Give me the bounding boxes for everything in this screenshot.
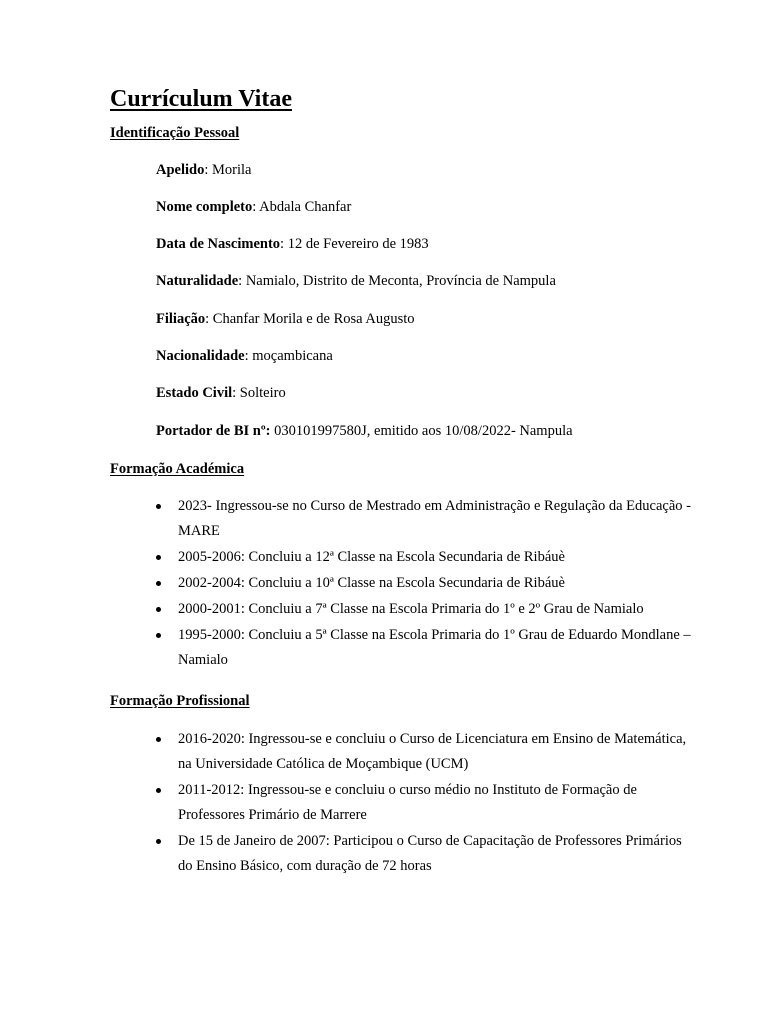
list-item: 2000-2001: Concluiu a 7ª Classe na Escola Primaria do 1º e 2º Grau de Namialo	[156, 597, 696, 622]
list-item: 2016-2020: Ingressou-se e concluiu o Curso de Licenciatura em Ensino de Matemática, na Universidade Católica de Moçambique (UCM)	[156, 727, 696, 777]
bullet-icon	[156, 737, 161, 742]
field-nacionalidade: Nacionalidade: moçambicana	[156, 348, 333, 364]
list-item: 2005-2006: Concluiu a 12ª Classe na Escola Secundaria de Ribáuè	[156, 545, 696, 570]
formacao-profissional-list	[156, 727, 696, 880]
field-portador-bi	[156, 422, 573, 440]
field-value: Chanfar Morila e de Rosa Augusto	[212, 311, 415, 327]
field-label: Apelido	[156, 162, 205, 178]
field-estado-civil: Estado Civil: Solteiro	[156, 385, 286, 401]
field-value: 12 de Fevereiro de 1983	[287, 236, 429, 252]
field-label: Nacionalidade	[156, 348, 245, 364]
field-label: Estado Civil	[156, 385, 233, 401]
field-value: Morila	[212, 162, 252, 178]
field-naturalidade: Naturalidade: Namialo, Distrito de Meconta, Província de Nampula	[156, 273, 556, 289]
field-value: Abdala Chanfar	[259, 199, 352, 215]
bullet-icon	[156, 504, 161, 509]
list-item: 1995-2000: Concluiu a 5ª Classe na Escola Primaria do 1º Grau de Eduardo Mondlane – Namialo	[156, 623, 696, 673]
formacao-academica-list	[156, 494, 696, 674]
section-heading-identificacao: Identificação Pessoal	[110, 125, 240, 141]
field-value: moçambicana	[252, 348, 333, 364]
list-item: 2023- Ingressou-se no Curso de Mestrado em Administração e Regulação da Educação - MARE	[156, 494, 696, 544]
field-label: Nome completo	[156, 199, 253, 215]
bullet-icon	[156, 839, 161, 844]
section-heading-formacao-academica: Formação Académica	[110, 461, 245, 477]
field-nome-completo: Nome completo: Abdala Chanfar	[156, 199, 352, 215]
field-filiacao: Filiação: Chanfar Morila e de Rosa Augusto	[156, 311, 415, 327]
field-apelido: Apelido: Morila	[156, 162, 252, 178]
list-item: 2002-2004: Concluiu a 10ª Classe na Escola Secundaria de Ribáuè	[156, 571, 696, 596]
bullet-icon	[156, 607, 161, 612]
section-heading-formacao-profissional: Formação Profissional	[110, 693, 250, 709]
list-item: De 15 de Janeiro de 2007: Participou o Curso de Capacitação de Professores Primários do Ensino Básico, com duração de 72 horas	[156, 829, 696, 879]
field-data-nascimento: Data de Nascimento: 12 de Fevereiro de 1983	[156, 236, 429, 252]
field-value: 030101997580J, emitido aos 10/08/2022- Nampula	[274, 423, 573, 439]
list-item: 2011-2012: Ingressou-se e concluiu o curso médio no Instituto de Formação de Professores Primário de Marrere	[156, 778, 696, 828]
field-value: Solteiro	[239, 385, 286, 401]
bullet-icon	[156, 555, 161, 560]
field-label: Data de Nascimento	[156, 236, 281, 252]
bullet-icon	[156, 633, 161, 638]
bullet-icon	[156, 581, 161, 586]
field-label: Filiação	[156, 311, 206, 327]
field-value: Namialo, Distrito de Meconta, Província de Nampula	[245, 273, 556, 289]
bullet-icon	[156, 788, 161, 793]
field-label: Portador de BI nº:	[156, 423, 271, 439]
field-label: Naturalidade	[156, 273, 239, 289]
document-title: Currículum Vitae	[110, 86, 292, 112]
